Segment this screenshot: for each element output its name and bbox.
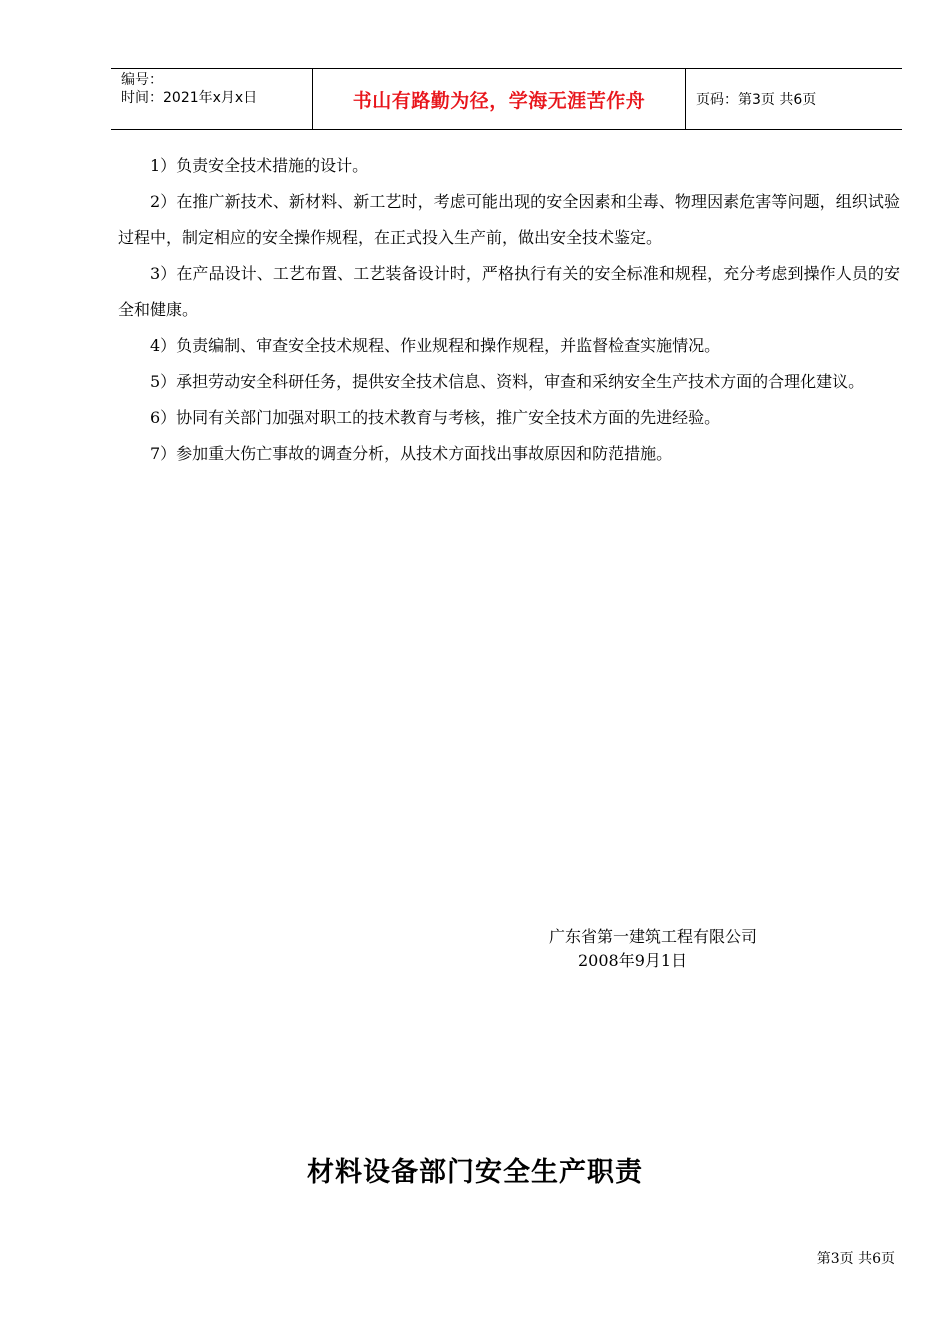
list-item: 3）在产品设计、工艺布置、工艺装备设计时，严格执行有关的安全标准和规程，充分考虑到操作人员的安全和健康。: [118, 264, 900, 319]
list-item: 2）在推广新技术、新材料、新工艺时，考虑可能出现的安全因素和尘毒、物理因素危害等问题，组织试验过程中，制定相应的安全操作规程，在正式投入生产前，做出安全技术鉴定。: [118, 192, 900, 247]
header-motto: 书山有路勤为径，学海无涯苦作舟: [352, 89, 646, 112]
responsibility-list: [118, 148, 900, 472]
header-page-cell: [686, 69, 902, 129]
header-meta-cell: [111, 69, 313, 129]
page-footer: 第3页 共6页: [816, 1251, 895, 1267]
list-item: 5）承担劳动安全科研任务，提供安全技术信息、资料，审查和采纳安全生产技术方面的合理化建议。: [150, 372, 865, 391]
section-title: 材料设备部门安全生产职责: [307, 1157, 643, 1188]
list-item: 1）负责安全技术措施的设计。: [150, 156, 369, 175]
header-page-label: 页码：第3页 共6页: [696, 92, 817, 108]
document-time-label: 时间：2021年x月x日: [121, 90, 258, 106]
document-header: [111, 68, 902, 130]
signature-company: 广东省第一建筑工程有限公司: [549, 927, 758, 946]
list-item: 4）负责编制、审查安全技术规程、作业规程和操作规程，并监督检查实施情况。: [150, 336, 721, 355]
signature-date: 2008年9月1日: [578, 951, 688, 970]
list-item: 7）参加重大伤亡事故的调查分析，从技术方面找出事故原因和防范措施。: [150, 444, 673, 463]
header-motto-cell: [313, 69, 686, 129]
list-item: 6）协同有关部门加强对职工的技术教育与考核，推广安全技术方面的先进经验。: [150, 408, 721, 427]
document-number-label: 编号：: [121, 72, 163, 88]
